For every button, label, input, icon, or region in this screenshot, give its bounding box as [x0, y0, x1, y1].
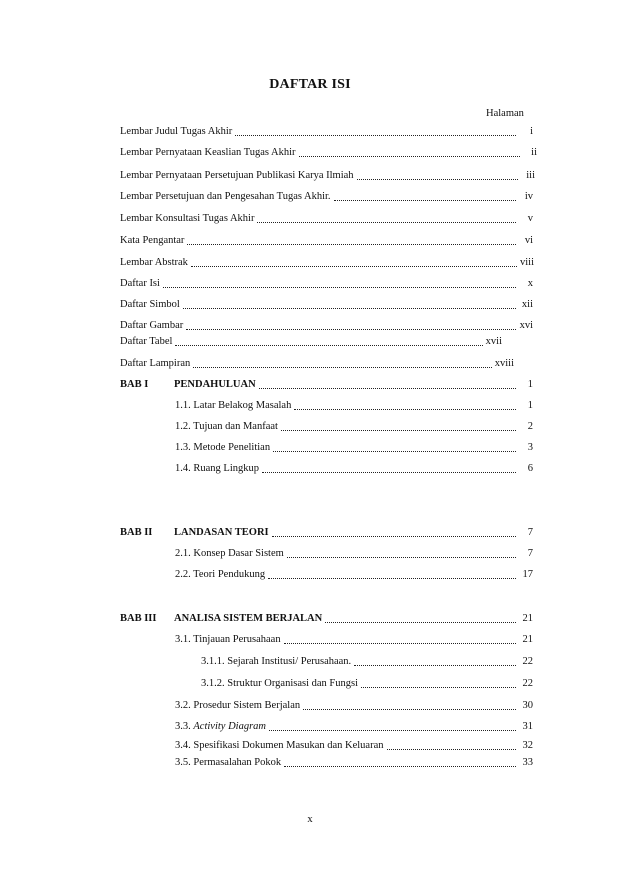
toc-entry-page: 1	[527, 400, 533, 411]
toc-subentry	[175, 632, 533, 646]
bab-title	[120, 379, 256, 391]
toc-entry-daftar-simbol	[120, 297, 533, 311]
toc-entry-label: Lembar Abstrak	[120, 257, 188, 268]
toc-entry-label: 1.3. Metode Penelitian	[175, 442, 271, 453]
toc-entry-daftar-tabel	[120, 334, 502, 348]
bab-name: PENDAHULUAN	[174, 379, 256, 390]
label-prefix: 3.3.	[175, 721, 194, 732]
dot-leader	[273, 451, 516, 452]
dot-leader	[387, 749, 517, 750]
toc-entry-label: Lembar Konsultasi Tugas Akhir	[120, 213, 255, 224]
dot-leader	[163, 287, 516, 288]
bab-number: BAB II	[120, 527, 153, 538]
bab-title	[120, 527, 269, 539]
toc-entry-label: 1.4. Ruang Lingkup	[175, 463, 259, 474]
toc-entry-daftar-lampiran	[120, 356, 514, 370]
dot-leader	[191, 266, 517, 267]
toc-subentry	[175, 698, 533, 712]
dot-leader	[299, 156, 520, 157]
toc-entry-page: 21	[522, 634, 533, 645]
toc-entry-label: 3.1.1. Sejarah Institusi/ Perusahaan.	[201, 656, 352, 667]
toc-entry-keaslian	[120, 145, 537, 159]
dot-leader	[303, 709, 516, 710]
toc-entry-label: 3.1.2. Struktur Organisasi dan Fungsi	[201, 678, 359, 689]
dot-leader	[235, 135, 516, 136]
toc-entry-page: 22	[522, 656, 533, 667]
toc-subentry	[175, 398, 533, 412]
page-number: x	[307, 814, 313, 825]
toc-entry-page: 1	[527, 379, 533, 390]
toc-entry-label: 2.2. Teori Pendukung	[175, 569, 266, 580]
dot-leader	[361, 687, 516, 688]
toc-entry-page: 22	[522, 678, 533, 689]
toc-subentry	[175, 755, 533, 769]
toc-entry-page: xvi	[519, 320, 533, 331]
toc-entry-pengesahan	[120, 189, 533, 203]
dot-leader	[272, 536, 516, 537]
dot-leader	[268, 578, 516, 579]
bab-name: LANDASAN TEORI	[174, 527, 269, 538]
dot-leader	[284, 643, 516, 644]
toc-entry-page: xii	[521, 299, 533, 310]
toc-entry-page: 7	[527, 527, 533, 538]
toc-entry-label: 3.1. Tinjauan Perusahaan	[175, 634, 281, 645]
dot-leader	[334, 200, 516, 201]
toc-entry-label: Lembar Pernyataan Persetujuan Publikasi Karya Ilmiah	[120, 170, 354, 181]
toc-entry-page: ii	[531, 147, 537, 158]
toc-entry-page: iii	[526, 170, 535, 181]
toc-subentry	[175, 461, 533, 475]
toc-subsubentry	[201, 676, 533, 690]
bab-name: ANALISA SISTEM BERJALAN	[174, 613, 323, 624]
toc-entry-page: x	[527, 278, 533, 289]
toc-entry-label: 3.5. Permasalahan Pokok	[175, 757, 282, 768]
toc-entry-page: 32	[522, 740, 533, 751]
toc-subentry	[175, 567, 533, 581]
dot-leader	[193, 367, 491, 368]
dot-leader	[325, 622, 516, 623]
toc-entry-page: 31	[522, 721, 533, 732]
toc-entry-page: i	[530, 126, 533, 137]
toc-entry-label: Lembar Persetujuan dan Pengesahan Tugas Akhir.	[120, 191, 331, 202]
toc-entry-label: 3.2. Prosedur Sistem Berjalan	[175, 700, 301, 711]
toc-entry-daftar-isi	[120, 276, 533, 290]
dot-leader	[287, 557, 516, 558]
toc-entry-konsultasi	[120, 211, 533, 225]
toc-entry-label: Daftar Tabel	[120, 336, 173, 347]
toc-entry-page: v	[527, 213, 533, 224]
toc-entry-label: 1.2. Tujuan dan Manfaat	[175, 421, 278, 432]
toc-entry-page: 21	[522, 613, 533, 624]
toc-entry-page: 33	[522, 757, 533, 768]
toc-entry-page: 30	[522, 700, 533, 711]
dot-leader	[284, 766, 516, 767]
toc-entry-label: 1.1. Latar Belakog Masalah	[175, 400, 292, 411]
dot-leader	[269, 730, 516, 731]
dot-leader	[354, 665, 516, 666]
toc-entry-page: 6	[527, 463, 533, 474]
toc-entry-judul	[120, 124, 533, 138]
dot-leader	[259, 388, 516, 389]
toc-entry-publikasi	[120, 168, 535, 182]
toc-subentry	[175, 440, 533, 454]
dot-leader	[175, 345, 482, 346]
toc-subsubentry	[201, 654, 533, 668]
halaman-label: Halaman	[486, 108, 524, 119]
dot-leader	[262, 472, 516, 473]
toc-subentry	[175, 738, 533, 752]
dot-leader	[357, 179, 518, 180]
toc-entry-label: Daftar Simbol	[120, 299, 180, 310]
toc-entry-label: Daftar Isi	[120, 278, 160, 289]
toc-entry-page: viii	[519, 257, 534, 268]
label-italic: Activity Diagram	[193, 721, 266, 732]
toc-subentry	[175, 419, 533, 433]
toc-entry-daftar-gambar	[120, 318, 533, 332]
toc-entry-page: iv	[524, 191, 533, 202]
bab-heading-2	[120, 525, 533, 539]
dot-leader	[186, 329, 516, 330]
dot-leader	[294, 409, 516, 410]
bab-number: BAB I	[120, 379, 149, 390]
toc-entry-abstrak	[120, 255, 534, 269]
bab-number: BAB III	[120, 613, 157, 624]
toc-entry-label: Kata Pengantar	[120, 235, 185, 246]
toc-entry-label: Daftar Lampiran	[120, 358, 191, 369]
toc-entry-label	[175, 721, 266, 733]
toc-entry-label: Lembar Pernyataan Keaslian Tugas Akhir	[120, 147, 296, 158]
toc-entry-kata-pengantar	[120, 233, 533, 247]
page-title: DAFTAR ISI	[269, 77, 351, 92]
toc-subentry	[175, 719, 533, 733]
toc-entry-page: xvii	[485, 336, 502, 347]
toc-entry-page: 7	[527, 548, 533, 559]
toc-entry-page: 2	[527, 421, 533, 432]
toc-entry-label: 2.1. Konsep Dasar Sistem	[175, 548, 284, 559]
dot-leader	[257, 222, 516, 223]
toc-entry-page: 17	[522, 569, 533, 580]
dot-leader	[281, 430, 516, 431]
toc-entry-page: 3	[527, 442, 533, 453]
toc-subentry	[175, 546, 533, 560]
bab-heading-1	[120, 377, 533, 391]
toc-entry-label: 3.4. Spesifikasi Dokumen Masukan dan Keluaran	[175, 740, 384, 751]
toc-entry-label: Daftar Gambar	[120, 320, 184, 331]
dot-leader	[187, 244, 516, 245]
bab-title	[120, 613, 322, 625]
bab-heading-3	[120, 611, 533, 625]
toc-entry-page: xviii	[494, 358, 514, 369]
dot-leader	[183, 308, 516, 309]
toc-entry-label: Lembar Judul Tugas Akhir	[120, 126, 233, 137]
toc-entry-page: vi	[524, 235, 533, 246]
